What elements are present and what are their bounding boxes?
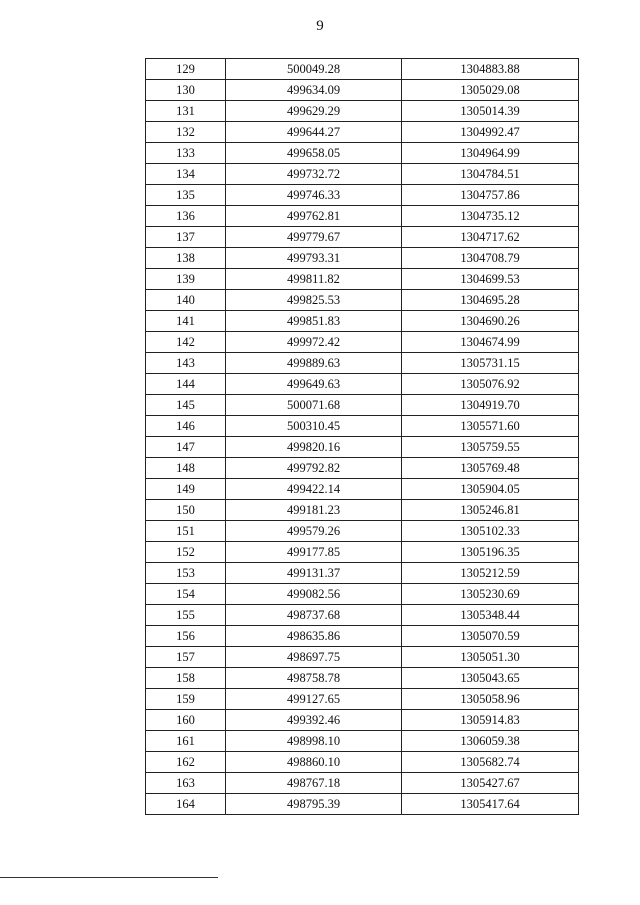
table-row: [146, 479, 579, 500]
table-row: [146, 143, 579, 164]
y-coordinate-cell: 1304717.62: [402, 227, 579, 248]
x-coordinate-cell: 499762.81: [226, 206, 402, 227]
table-row: [146, 185, 579, 206]
point-number-cell: 140: [146, 290, 226, 311]
y-coordinate-cell: 1305212.59: [402, 563, 579, 584]
point-number-cell: 145: [146, 395, 226, 416]
table-row: [146, 731, 579, 752]
point-number-cell: 160: [146, 710, 226, 731]
point-number-cell: 159: [146, 689, 226, 710]
x-coordinate-cell: 499131.37: [226, 563, 402, 584]
y-coordinate-cell: 1305417.64: [402, 794, 579, 815]
table-row: [146, 269, 579, 290]
table-row: [146, 332, 579, 353]
table-row: [146, 563, 579, 584]
table-row: [146, 353, 579, 374]
x-coordinate-cell: 500071.68: [226, 395, 402, 416]
table-body: [146, 59, 579, 815]
table-row: [146, 122, 579, 143]
point-number-cell: 131: [146, 101, 226, 122]
point-number-cell: 148: [146, 458, 226, 479]
x-coordinate-cell: 499972.42: [226, 332, 402, 353]
x-coordinate-cell: 499422.14: [226, 479, 402, 500]
table-row: [146, 416, 579, 437]
point-number-cell: 157: [146, 647, 226, 668]
y-coordinate-cell: 1304964.99: [402, 143, 579, 164]
x-coordinate-cell: 499634.09: [226, 80, 402, 101]
point-number-cell: 149: [146, 479, 226, 500]
table-row: [146, 374, 579, 395]
x-coordinate-cell: 499732.72: [226, 164, 402, 185]
table-row: [146, 689, 579, 710]
x-coordinate-cell: 499889.63: [226, 353, 402, 374]
point-number-cell: 147: [146, 437, 226, 458]
table-row: [146, 794, 579, 815]
point-number-cell: 155: [146, 605, 226, 626]
y-coordinate-cell: 1304883.88: [402, 59, 579, 80]
point-number-cell: 164: [146, 794, 226, 815]
x-coordinate-cell: 498635.86: [226, 626, 402, 647]
table-row: [146, 626, 579, 647]
table-row: [146, 458, 579, 479]
y-coordinate-cell: 1304690.26: [402, 311, 579, 332]
y-coordinate-cell: 1304757.86: [402, 185, 579, 206]
y-coordinate-cell: 1305196.35: [402, 542, 579, 563]
coordinates-table: [145, 58, 579, 815]
y-coordinate-cell: 1305904.05: [402, 479, 579, 500]
point-number-cell: 139: [146, 269, 226, 290]
y-coordinate-cell: 1304695.28: [402, 290, 579, 311]
y-coordinate-cell: 1304674.99: [402, 332, 579, 353]
x-coordinate-cell: 499792.82: [226, 458, 402, 479]
point-number-cell: 132: [146, 122, 226, 143]
table-row: [146, 206, 579, 227]
y-coordinate-cell: 1305682.74: [402, 752, 579, 773]
y-coordinate-cell: 1304919.70: [402, 395, 579, 416]
table-row: [146, 500, 579, 521]
x-coordinate-cell: 499177.85: [226, 542, 402, 563]
table-row: [146, 164, 579, 185]
table-row: [146, 437, 579, 458]
y-coordinate-cell: 1305246.81: [402, 500, 579, 521]
point-number-cell: 143: [146, 353, 226, 374]
x-coordinate-cell: 499181.23: [226, 500, 402, 521]
y-coordinate-cell: 1305759.55: [402, 437, 579, 458]
table-row: [146, 227, 579, 248]
point-number-cell: 154: [146, 584, 226, 605]
table-row: [146, 59, 579, 80]
x-coordinate-cell: 499851.83: [226, 311, 402, 332]
point-number-cell: 161: [146, 731, 226, 752]
table-row: [146, 605, 579, 626]
table-row: [146, 311, 579, 332]
y-coordinate-cell: 1305427.67: [402, 773, 579, 794]
y-coordinate-cell: 1305058.96: [402, 689, 579, 710]
y-coordinate-cell: 1304699.53: [402, 269, 579, 290]
x-coordinate-cell: 499649.63: [226, 374, 402, 395]
point-number-cell: 162: [146, 752, 226, 773]
point-number-cell: 134: [146, 164, 226, 185]
table-row: [146, 647, 579, 668]
page-number: 9: [316, 18, 324, 34]
y-coordinate-cell: 1304708.79: [402, 248, 579, 269]
y-coordinate-cell: 1305014.39: [402, 101, 579, 122]
point-number-cell: 138: [146, 248, 226, 269]
x-coordinate-cell: 499629.29: [226, 101, 402, 122]
table-row: [146, 80, 579, 101]
table-row: [146, 101, 579, 122]
x-coordinate-cell: 499820.16: [226, 437, 402, 458]
x-coordinate-cell: 498737.68: [226, 605, 402, 626]
point-number-cell: 153: [146, 563, 226, 584]
table-row: [146, 542, 579, 563]
x-coordinate-cell: 499644.27: [226, 122, 402, 143]
table-row: [146, 773, 579, 794]
y-coordinate-cell: 1305914.83: [402, 710, 579, 731]
table-row: [146, 395, 579, 416]
point-number-cell: 156: [146, 626, 226, 647]
y-coordinate-cell: 1305769.48: [402, 458, 579, 479]
x-coordinate-cell: 499746.33: [226, 185, 402, 206]
point-number-cell: 136: [146, 206, 226, 227]
x-coordinate-cell: 499825.53: [226, 290, 402, 311]
y-coordinate-cell: 1305070.59: [402, 626, 579, 647]
y-coordinate-cell: 1305043.65: [402, 668, 579, 689]
y-coordinate-cell: 1304992.47: [402, 122, 579, 143]
point-number-cell: 144: [146, 374, 226, 395]
x-coordinate-cell: 499392.46: [226, 710, 402, 731]
point-number-cell: 130: [146, 80, 226, 101]
x-coordinate-cell: 498998.10: [226, 731, 402, 752]
x-coordinate-cell: 498795.39: [226, 794, 402, 815]
y-coordinate-cell: 1305029.08: [402, 80, 579, 101]
y-coordinate-cell: 1305102.33: [402, 521, 579, 542]
x-coordinate-cell: 498758.78: [226, 668, 402, 689]
point-number-cell: 150: [146, 500, 226, 521]
table-row: [146, 752, 579, 773]
point-number-cell: 142: [146, 332, 226, 353]
y-coordinate-cell: 1305731.15: [402, 353, 579, 374]
table-row: [146, 248, 579, 269]
x-coordinate-cell: 499127.65: [226, 689, 402, 710]
table-row: [146, 521, 579, 542]
x-coordinate-cell: 500310.45: [226, 416, 402, 437]
point-number-cell: 133: [146, 143, 226, 164]
point-number-cell: 152: [146, 542, 226, 563]
x-coordinate-cell: 499811.82: [226, 269, 402, 290]
point-number-cell: 135: [146, 185, 226, 206]
y-coordinate-cell: 1305348.44: [402, 605, 579, 626]
footnote-separator: [0, 877, 218, 878]
y-coordinate-cell: 1305571.60: [402, 416, 579, 437]
y-coordinate-cell: 1304784.51: [402, 164, 579, 185]
point-number-cell: 158: [146, 668, 226, 689]
x-coordinate-cell: 499658.05: [226, 143, 402, 164]
x-coordinate-cell: 498767.18: [226, 773, 402, 794]
table-row: [146, 290, 579, 311]
point-number-cell: 163: [146, 773, 226, 794]
x-coordinate-cell: 498860.10: [226, 752, 402, 773]
point-number-cell: 129: [146, 59, 226, 80]
point-number-cell: 151: [146, 521, 226, 542]
y-coordinate-cell: 1304735.12: [402, 206, 579, 227]
table-row: [146, 668, 579, 689]
table-row: [146, 710, 579, 731]
x-coordinate-cell: 499579.26: [226, 521, 402, 542]
x-coordinate-cell: 499082.56: [226, 584, 402, 605]
point-number-cell: 137: [146, 227, 226, 248]
point-number-cell: 146: [146, 416, 226, 437]
y-coordinate-cell: 1305051.30: [402, 647, 579, 668]
x-coordinate-cell: 498697.75: [226, 647, 402, 668]
table-row: [146, 584, 579, 605]
y-coordinate-cell: 1305230.69: [402, 584, 579, 605]
x-coordinate-cell: 499779.67: [226, 227, 402, 248]
x-coordinate-cell: 499793.31: [226, 248, 402, 269]
point-number-cell: 141: [146, 311, 226, 332]
y-coordinate-cell: 1305076.92: [402, 374, 579, 395]
y-coordinate-cell: 1306059.38: [402, 731, 579, 752]
x-coordinate-cell: 500049.28: [226, 59, 402, 80]
